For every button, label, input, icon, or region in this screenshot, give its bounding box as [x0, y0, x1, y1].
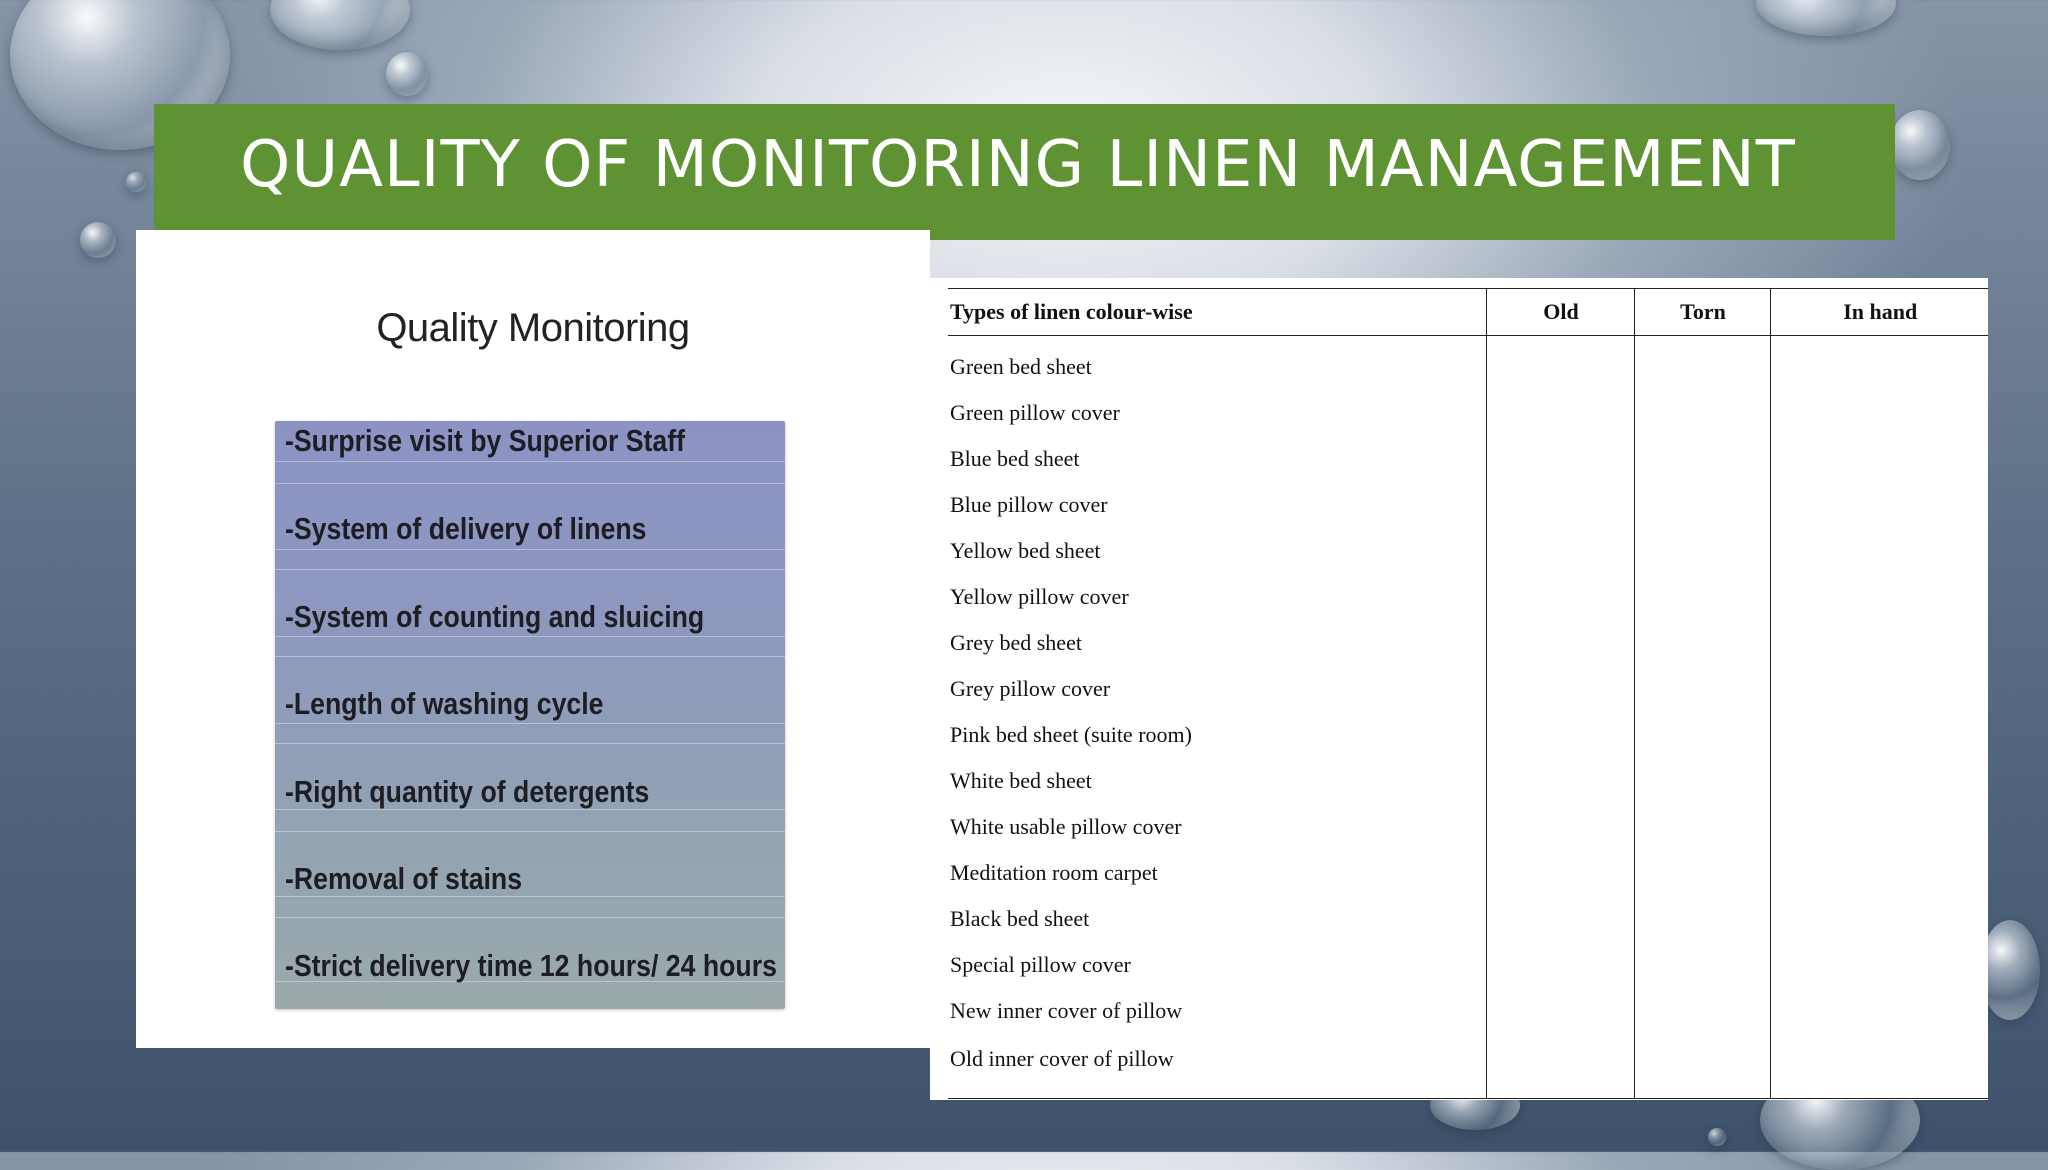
table-row [948, 804, 1988, 850]
table-row [948, 574, 1988, 620]
list-item: -System of counting and sluicing [285, 599, 705, 634]
table-row [948, 988, 1988, 1034]
linen-table-panel [930, 278, 1988, 1100]
linen-type-cell: Blue pillow cover [950, 492, 1108, 517]
column-header-type: Types of linen colour-wise [948, 289, 1486, 336]
linen-type-cell: Blue bed sheet [950, 446, 1080, 471]
list-item: -Surprise visit by Superior Staff [285, 423, 685, 458]
column-header-torn: Torn [1634, 289, 1770, 336]
linen-type-cell: Grey bed sheet [950, 630, 1082, 655]
column-header-in-hand: In hand [1770, 289, 1988, 336]
table-header-row [948, 289, 1988, 336]
table-row [948, 620, 1988, 666]
list-item: -Removal of stains [285, 861, 523, 896]
linen-type-cell: Green bed sheet [950, 354, 1092, 379]
table-row [948, 850, 1988, 896]
water-droplet-decoration [1708, 1128, 1726, 1146]
water-droplet-decoration [1756, 0, 1896, 36]
linen-type-cell: Yellow bed sheet [950, 538, 1101, 563]
table-row [948, 712, 1988, 758]
table-row [948, 942, 1988, 988]
linen-type-cell: Green pillow cover [950, 400, 1120, 425]
linen-type-cell: Meditation room carpet [950, 860, 1158, 885]
slide-title: QUALITY OF MONITORING LINEN MANAGEMENT [240, 128, 1796, 202]
table-row [948, 666, 1988, 712]
table-row [948, 336, 1988, 391]
quality-monitoring-list [275, 421, 785, 1009]
water-droplet-decoration [1980, 920, 2040, 1020]
column-header-old: Old [1486, 289, 1634, 336]
water-droplet-decoration [386, 52, 428, 96]
linen-type-cell: Old inner cover of pillow [948, 1034, 1486, 1099]
list-item: -Strict delivery time 12 hours/ 24 hours [285, 948, 777, 983]
quality-monitoring-panel [136, 230, 930, 1048]
water-droplet-decoration [270, 0, 410, 50]
table-row [948, 896, 1988, 942]
table-row [948, 436, 1988, 482]
water-droplet-decoration [1890, 110, 1950, 180]
linen-type-cell: Black bed sheet [950, 906, 1090, 931]
linen-type-cell: Yellow pillow cover [950, 584, 1129, 609]
table-row [948, 758, 1988, 804]
list-item: -Length of washing cycle [285, 686, 604, 721]
linen-type-cell: Grey pillow cover [950, 676, 1111, 701]
table-row [948, 1034, 1988, 1099]
linen-type-cell: Pink bed sheet (suite room) [950, 722, 1192, 747]
quality-monitoring-title: Quality Monitoring [376, 306, 690, 350]
table-row [948, 482, 1988, 528]
list-item: -System of delivery of linens [285, 511, 647, 546]
table-row [948, 528, 1988, 574]
linen-type-cell: White bed sheet [950, 768, 1092, 793]
list-item: -Right quantity of detergents [285, 774, 650, 809]
water-droplet-decoration [126, 172, 146, 192]
linen-type-cell: Special pillow cover [950, 952, 1131, 977]
linen-table [948, 288, 1988, 1099]
table-row [948, 390, 1988, 436]
water-droplet-decoration [80, 222, 116, 258]
linen-type-cell: White usable pillow cover [950, 814, 1182, 839]
linen-type-cell: New inner cover of pillow [950, 998, 1183, 1023]
